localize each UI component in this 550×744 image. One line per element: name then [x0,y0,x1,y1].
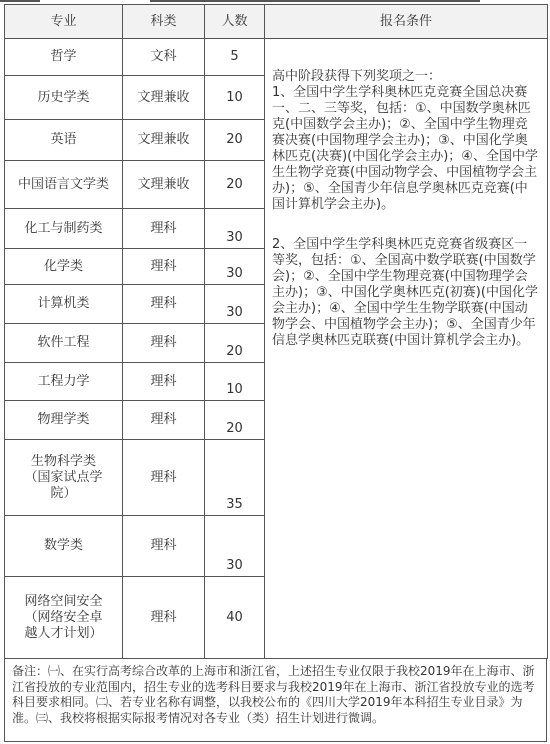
table-header-row [5,5,548,39]
type-cell: 文理兼收 [123,120,205,161]
count-cell: 10 [205,363,265,401]
table-row [5,39,548,76]
major-cell: 工程力学 [5,363,123,401]
major-cell: 哲学 [5,39,123,76]
type-cell: 文理兼收 [123,76,205,120]
count-cell: 30 [205,209,265,249]
type-cell: 理科 [123,577,205,659]
major-cell: 化工与制药类 [5,209,123,249]
footnote: 备注：㈠、在实行高考综合改革的上海市和浙江省，上述招生专业仅限于我校2019年在上海市、浙江省投放的专业范围内，招生专业的选考科目要求与我校2019年在上海市、浙江省投放专业的选考科目要求相同。㈡、若专业名称有调整，以我校公布的《四川大学2019年本科招生专业目录》为准。㈢、我校将根据实际报考情况对各专业（类）招生计划进行微调。 [4,658,547,742]
type-cell: 理科 [123,285,205,324]
header-conditions: 报名条件 [265,5,548,39]
count-cell: 5 [205,39,265,76]
major-cell: 英语 [5,120,123,161]
count-cell: 10 [205,76,265,120]
major-cell: 化学类 [5,249,123,285]
admission-table [4,4,548,659]
count-cell: 20 [205,161,265,209]
major-cell: 数学类 [5,516,123,577]
major-cell: 物理学类 [5,401,123,440]
type-cell: 文科 [123,39,205,76]
major-cell: 生物科学类（国家试点学院） [5,440,123,516]
header-type: 科类 [123,5,205,39]
conditions-item-1: 1、全国中学生学科奥林匹克竞赛全国总决赛一、二、三等奖，包括：①、中国数学奥林匹克(中国数学会主办)；②、全国中学生物理竞赛决赛(中国物理学会主办)；③、中国化学奥林匹克(决赛)(中国化学会主办)；④、全国中学生生物学竞赛(中国动物学会、中国植物学会主办)；⑤、全国青少年信息学奥林匹克竞赛(中国计算机学会主办)。 [272,85,538,212]
type-cell: 理科 [123,249,205,285]
conditions-intro: 高中阶段获得下列奖项之一： [272,69,442,84]
count-cell: 20 [205,324,265,363]
count-cell: 20 [205,120,265,161]
count-cell: 35 [205,440,265,516]
major-cell: 历史学类 [5,76,123,120]
major-cell: 网络空间安全（网络安全卓越人才计划） [5,577,123,659]
conditions-cell [265,39,548,659]
count-cell: 30 [205,285,265,324]
header-count: 人数 [205,5,265,39]
major-cell: 软件工程 [5,324,123,363]
conditions-item-2: 2、全国中学生学科奥林匹克竞赛省级赛区一等奖，包括：①、全国高中数学联赛(中国数学会)；②、全国中学生物理竞赛(中国物理学会主办)；③、中国化学奥林匹克(初赛)(中国化学会主办)；④、全国中学生生物学联赛(中国动物学会、中国植物学会主办)；⑤、全国青少年信息学奥林匹克联赛(中国计算机学会主办)。 [272,237,538,348]
header-major: 专业 [5,5,123,39]
count-cell: 40 [205,577,265,659]
type-cell: 理科 [123,363,205,401]
count-cell: 30 [205,516,265,577]
major-cell: 计算机类 [5,285,123,324]
type-cell: 理科 [123,516,205,577]
type-cell: 理科 [123,440,205,516]
count-cell: 20 [205,401,265,440]
major-cell: 中国语言文学类 [5,161,123,209]
type-cell: 文理兼收 [123,161,205,209]
count-cell: 30 [205,249,265,285]
type-cell: 理科 [123,324,205,363]
type-cell: 理科 [123,209,205,249]
type-cell: 理科 [123,401,205,440]
